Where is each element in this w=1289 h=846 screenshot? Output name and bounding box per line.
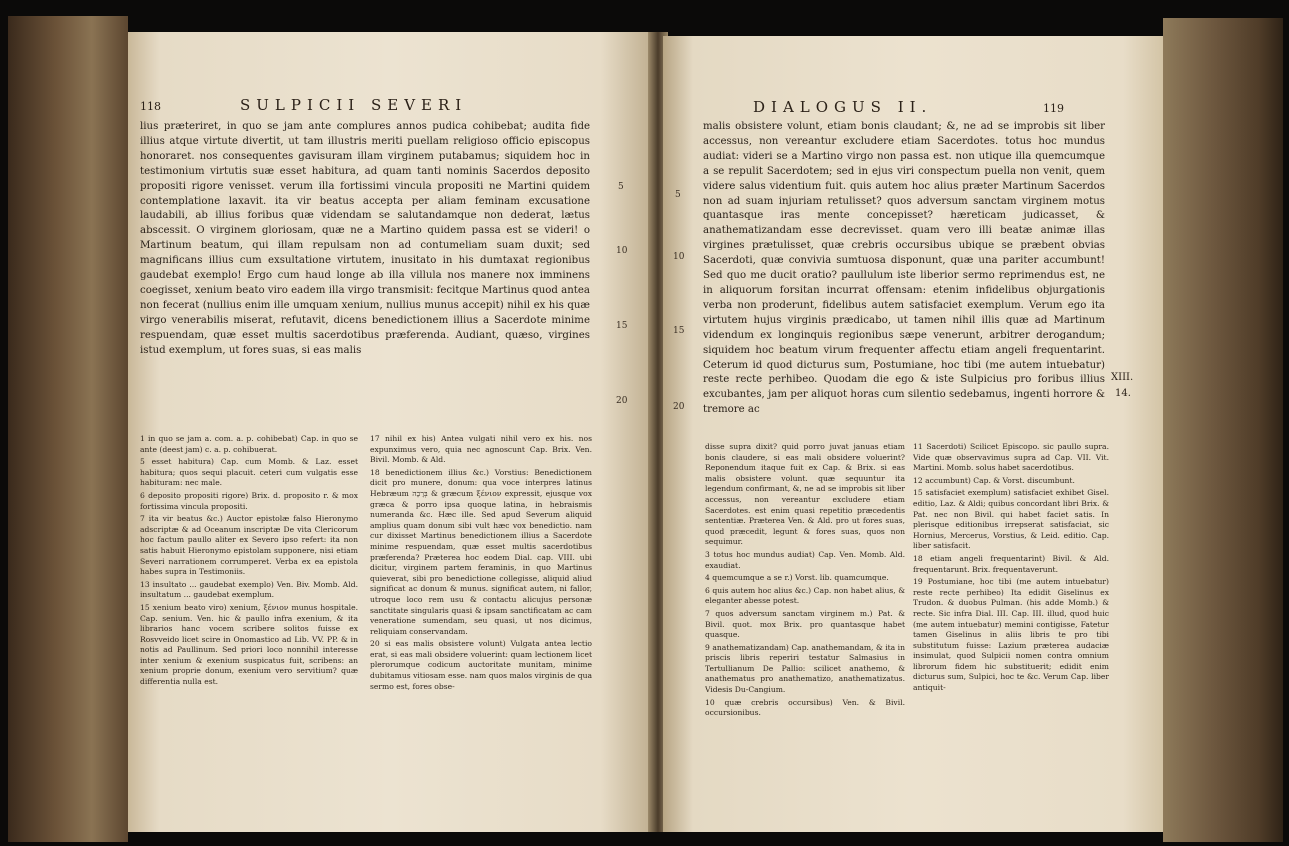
footnote: 1 in quo se jam a. com. a. p. cohibebat) Cap. in quo se ante (deest jam) c. a. p. cohibuerat. [140,434,358,454]
footnotes-column-1 [140,434,358,804]
footnote: 9 anathematizandam) Cap. anathemandam, & ita in priscis libris reperiri testatur Salmasius in Tertullianum De Pallio: scilicet anathemo, & anathematus pro anathematizo, anathematizatus. Videsis Du-Cangium. [705,642,905,695]
footnote: 5 esset habitura) Cap. cum Momb. & Laz. esset habitura; quos sequi placuit. ceteri cum vulgatis esse habituram: nec male. [140,457,358,488]
line-number: 20 [616,396,628,406]
footnotes-column-2 [913,442,1109,812]
main-text [703,120,1105,438]
open-book [8,6,1283,842]
line-number: 15 [616,321,628,331]
left-cover-edge [8,16,128,842]
page-number: 118 [140,100,161,113]
right-cover-edge [1163,18,1283,842]
footnote: 18 etiam angeli frequentarint) Bivil. & Ald. frequentarunt. Brix. frequentaverunt. [913,553,1109,574]
running-head: SULPICII SEVERI [240,96,468,114]
left-page [128,32,653,832]
footnote: 6 quis autem hoc alius &c.) Cap. non habet alius, & eleganter abesse potest. [705,585,905,606]
footnote: 10 quæ crebris occursibus) Ven. & Bivil. occursionibus. [705,697,905,718]
footnote: 4 quemcumque a se r.) Vorst. lib. quamcumque. [705,573,889,583]
main-text-paragraph: lius præteriret, in quo se jam ante complures annos pudica cohibebat; audita fide illius atque virtute divertit, ut tam illustris meriti puellam religioso officio episcopus honoraret. nos consequentes gavisuram illam virginem putabamus; siquidem hoc in testimonium virtutis suæ esset habitura, ad quam tanti nominis Sacerdos deposito propositi rigore venisset. verum illa fortissimi vincula propositi ne Martini quidem contemplatione laxavit. ita vir beatus accepta per aliam feminam excusatione laudabili, ab illius foribus quæ videndam se salutandamque non dederat, lætus abscessit. O virginem gloriosam, quæ ne a Martino quidem passa est se videri! o Martinum beatum, qui illam repulsam non ad contumeliam suam duxit; sed magnificans illius cum exsultatione virtutem, inusitato in his dumtaxat regionibus gaudebat exemplo! Ergo cum haud longe ab illa villula nos manere nox imminens coegisset, xenium beato viro eadem illa virgo transmisit: fecitque Martinus quod antea non fecerat (nullius enim ille umquam xenium, nullius munus accepit) nihil ex his quæ virgo venerabilis miserat, refutavit, dicens benedictionem illius a Sacerdote minime respuendam, quæ esset multis sacerdotibus præferenda. Audiant, quæso, virgines istud exemplum, ut fores suas, si eas malis [140,121,590,356]
line-number: 5 [618,182,624,192]
footnote: 13 insultato ... gaudebat exemplo) Ven. Biv. Momb. Ald. insultatum ... gaudebat exemplum. [140,579,358,600]
line-number: 15 [673,326,685,336]
right-page [663,36,1163,832]
line-number: 10 [616,246,628,256]
footnote: 11 Sacerdoti) Scilicet Episcopo. sic paullo supra. Vide quæ observavimus supra ad Cap. VII. Vit. Martini. Momb. solus habet sacerdotibus. [913,442,1109,473]
footnote: 6 deposito propositi rigore) Brix. d. proposito r. & mox fortissima vincula propositi. [140,490,358,511]
running-head: DIALOGUS II. [753,98,933,116]
footnote: 18 benedictionem illius &c.) Vorstius: Benedictionem dicit pro munere, donum: qua voce interpres latinus Hebræum בְּרָכָה & græcum ξένιον expressit, ejusque vox græca & porro ipsa quoque latina, in hebraismis numeranda &c. Hæc ille. Sed apud Severum aliquid amplius quam donum sibi vult hæc vox benedictio. nam cur dixisset Martinus benedictionem illius a Sacerdote minime respuendam, quæ esset multis sacerdotibus præferenda? Præterea hoc eodem Dial. cap. VIII. ubi dicitur, virginem partem feraminis, in quo Martinus quieverat, sibi pro benedictione collegisse, aliquid aliud significat ac donum & munus. significat autem, ni fallor, utroque loco rem usu & contactu alicujus personæ sanctitate singularis quasi & ipsam sanctificatam ac cam veneratione sumendam, seu quasi, ut nos dicimus, reliquiam conservandam. [370,467,592,636]
footnote: 20 si eas malis obsistere volunt) Vulgata antea lectio erat, si eas mali obsidere voluerint: quam lectionem licet plerorumque codicum auctoritate munitam, minime dubitamus vitiosam esse. nam quos malos virginis de qua sermo est, fores obse- [370,639,592,691]
footnote: 17 nihil ex his) Antea vulgati nihil vero ex his. nos expunximus vero, quia nec agnoscunt Cap. Brix. Ven. Bivil. Momb. & Ald. [370,434,592,465]
line-number: 10 [673,252,685,262]
footnote: disse supra dixit? quid porro juvat januas etiam bonis claudere, si eas mali obsidere voluerint? Reponendum itaque fuit ex Cap. & Brix. si eas malis obsistere volunt. quæ sequuntur ita legendum confirmant, &, ne ad se improbis sit liber accessus, non vereantur excludere etiam Sacerdotes. est enim quasi repetitio præcedentis sententiæ. Præterea Ven. & Ald. pro ut fores suas, quod præcedit, legunt & fores suas, quos non sequimur. [705,442,905,547]
section-margin-number: 14. [1115,388,1131,399]
footnote: 7 ita vir beatus &c.) Auctor epistolæ falso Hieronymo adscriptæ & ad Oceanum inscriptæ De vita Clericorum hoc factum paullo aliter ex Severo ipso refert: ita non satis habuit Hieronymo epistolam supponere, nisi etiam Severi narrationem corrumperet. Verba ex ea epistola habes supra in Testimoniis. [140,514,358,577]
line-number: 5 [675,190,681,200]
footnote: 15 satisfaciet exemplum) satisfaciet exhibet Gisel. editio, Laz. & Aldi; quibus concordant libri Brix. & Pat. nec non Bivil. qui habet faciet satis. In plerisque editionibus irrepserat satisfaciat, sic Hornius, Mercerus, Vorstius, & Leid. editio. Cap. liber satisfacit. [913,488,1109,551]
footnote: 12 accumbunt) Cap. & Vorst. discumbunt. [913,475,1075,485]
chapter-margin-note: XIII. [1111,372,1134,383]
page-number: 119 [1043,102,1064,115]
footnotes-column-2 [370,434,592,804]
line-number: 20 [673,402,685,412]
footnote: 15 xenium beato viro) xenium, ξένιον munus hospitale. Cap. senium. Ven. hic & paullo infra exenium, & ita librarios hanc vocem scribere solitos fuisse ex Rosvveido licet scire in Onomastico ad Lib. VV. PP. & in notis ad Paullinum. Sed priori loco nonnihil interesse inter xenium & exenium suspicatus fuit, scribens: an xenium proprie donum, exenium vero servitium? quæ differentia nulla est. [140,602,358,687]
footnote: 7 quos adversum sanctam virginem m.) Pat. & Bivil. quot. mox Brix. pro quantasque habet quasque. [705,608,905,640]
main-text-paragraph: malis obsistere volunt, etiam bonis claudant; &, ne ad se improbis sit liber accessus, non vereantur excludere etiam Sacerdotes. totus hoc mundus audiat: videri se a Martino virgo non passa est. non utique illa quemcumque a se repulit Sacerdotem; sed in ejus viri conspectum puella non venit, quem videre salus videntium fuit. quis autem hoc alius præter Martinum Sacerdos non ad suam injuriam retulisset? quos adversum sanctam virginem motus quantasque iras mente concepisset? hæreticam judicasset, & anathematizandam esse decrevisset. quam vero illi beatæ animæ illas virgines prætulisset, quæ crebris occursibus ubique se præbent obvias Sacerdoti, quæ convivia sumtuosa disponunt, quæ una pariter accumbunt! Sed quo me ducit oratio? paullulum iste liberior sermo reprimendus est, ne in aliquorum forsitan incurrat offensam: etenim infidelibus objurgationis verba non proderunt, fidelibus autem satisfaciet exemplum. Verum ego ita virtutem hujus virginis prædicabo, ut tamen nihil illis quæ ad Martinum videndum ex longinquis regionibus sæpe venerunt, arbitrer derogandum; siquidem hoc beatum virum frequenter affectu etiam angeli frequentarint. Ceterum id quod dicturus sum, Postumiane, hoc tibi (me autem intuebatur) reste recte perhibeo. Quodam die ego & iste Sulpicius pro foribus illius excubantes, jam per aliquot horas cum silentio sedebamus, ingenti horrore & tremore ac [703,121,1105,416]
footnotes-column-1 [705,442,905,812]
footnote: 19 Postumiane, hoc tibi (me autem intuebatur) reste recte perhibeo) Ita edidit Giselinus ex Trudon. & duobus Pulman. (his adde Momb.) & recte. Sic infra Dial. III. Cap. III. illud, quod huic (me autem intuebatur) memini contigisse, Fatetur tamen Giselinus in aliis libris te pro tibi substitutum fuisse: Lazium præterea audaciæ insimulat, quod Sulpicii nomen contra omnium librorum fidem hic substituerit; edidit enim dicturus sum, Sulpici, hoc te &c. Verum Cap. liber antiquit- [913,577,1109,693]
footnote: 3 totus hoc mundus audiat) Cap. Ven. Momb. Ald. exaudiat. [705,549,905,570]
main-text [140,120,590,430]
